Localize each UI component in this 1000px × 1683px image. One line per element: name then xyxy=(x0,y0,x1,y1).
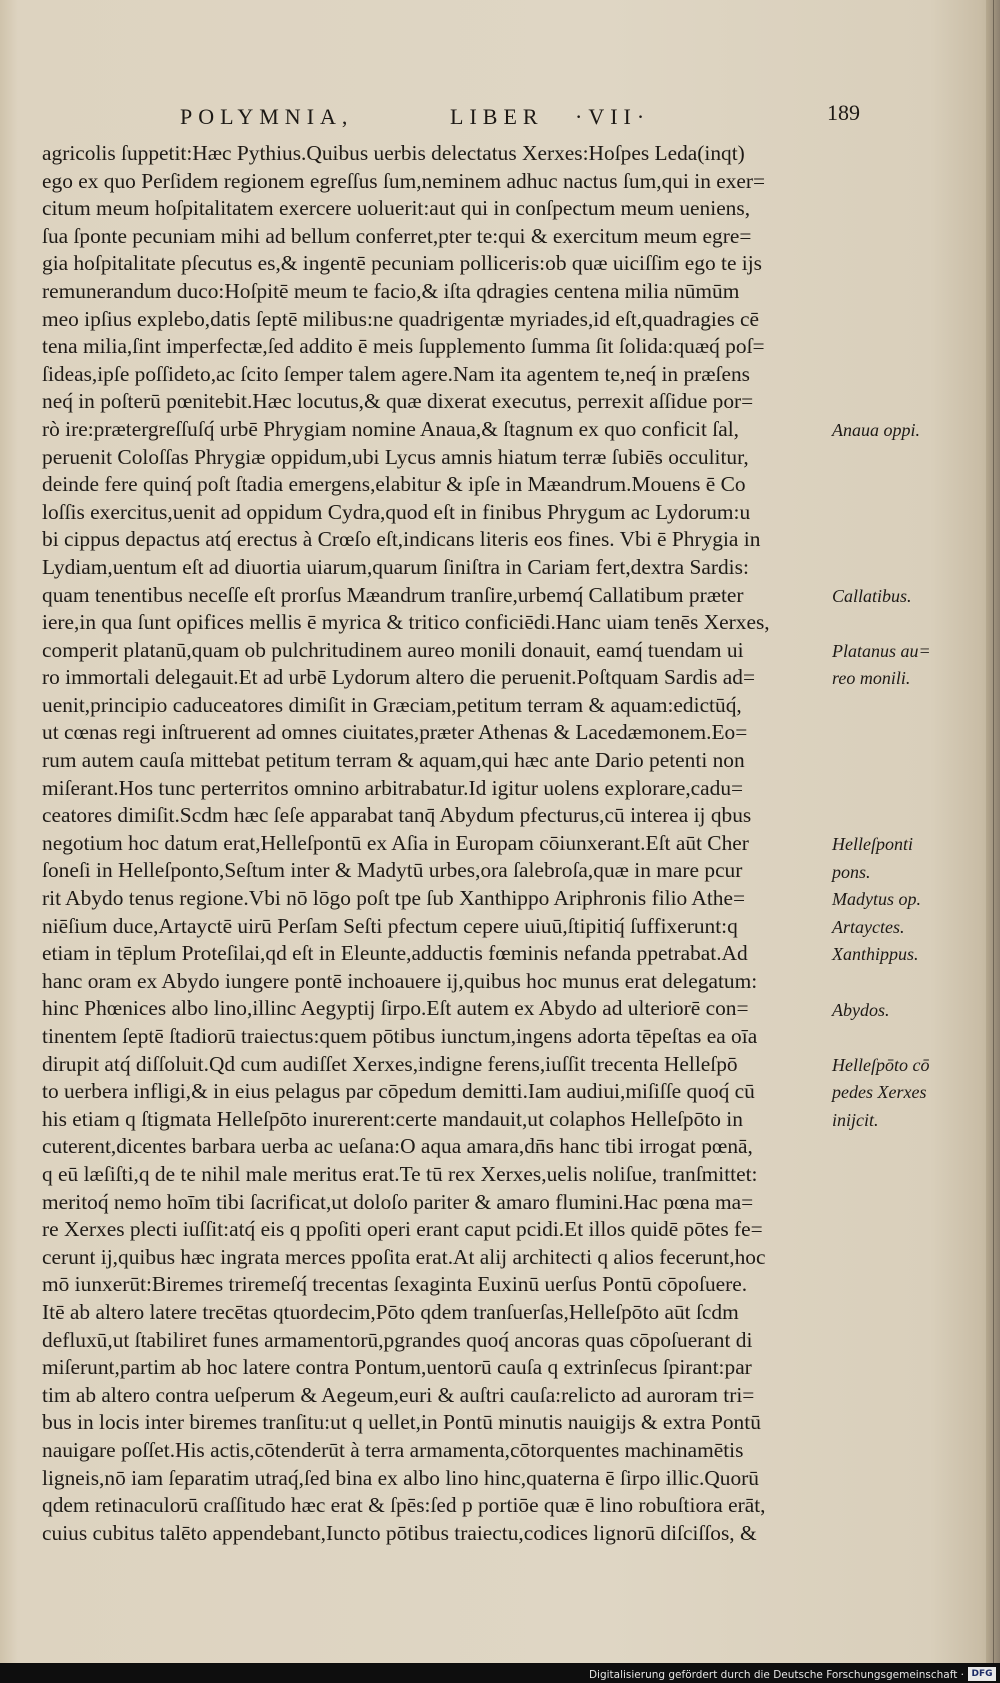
margin-note: Xanthippus. xyxy=(832,944,919,965)
text-line: nauigare poſſet.His actis,cōtenderūt à terra armamenta,cōtorquentes machinamētis xyxy=(42,1437,744,1462)
text-line: remunerandum duco:Hoſpitē meum te facio,& iſta qdragies centena milia nūmūm xyxy=(42,278,740,303)
dfg-logo-icon: DFG xyxy=(968,1667,996,1681)
text-line: hinc Phœnices albo lino,illinc Aegyptij ſirpo.Eſt autem ex Abydo ad ulteriorē con= xyxy=(42,996,749,1021)
running-head-book: POLYMNIA, xyxy=(180,104,354,129)
text-line: ego ex quo Perſidem regionem egreſſus ſum,neminem adhuc nactus ſum,qui in exer= xyxy=(42,168,766,193)
text-line: to uerbera infligi,& in eius pelagus par cōpedum demitti.Iam audiui,miſiſſe quoq́ cū xyxy=(42,1079,755,1104)
margin-note: Anaua oppi. xyxy=(832,420,920,440)
text-line: cuius cubitus talēto appendebant,Iuncto pōtibus traiectu,codices lignorū diſciſſos, & xyxy=(42,1520,757,1545)
text-line: ceatores dimiſit.Scdm hæc ſeſe apparabat tanq̄ Abydum pfecturus,cū interea ij qbus xyxy=(42,803,752,828)
text-line: etiam in tēplum Proteſilai,qd eſt in Eleunte,adductis fœminis nefanda ppetrabat.Ad xyxy=(42,941,748,966)
text-line: uenit,principio caduceatores dimiſit in Græciam,petitum terram & aquam:edictūq́, xyxy=(42,692,742,717)
margin-notes xyxy=(832,0,947,1683)
text-line: Lydiam,uentum eſt ad diuortia uiarum,quarum ſiniſtra in Cariam fert,dextra Sardis: xyxy=(42,554,749,579)
text-line: bi cippus depactus atq́ erectus à Crœſo eſt,indicans literis eos fines. Vbi ē Phrygia in xyxy=(42,527,761,552)
margin-note: Artayctes. xyxy=(832,916,905,937)
text-line: miſerunt,partim ab hoc latere contra Pontum,uentorū cauſa q extrinſecus ſpirant:par xyxy=(42,1355,752,1380)
text-line: deinde fere quinq́ poſt ſtadia emergens,elabitur & ipſe in Mæandrum.Mouens ē Co xyxy=(42,472,746,497)
text-line: tim ab altero contra ueſperum & Aegeum,euri & auſtri cauſa:relicto ad auroram tri= xyxy=(42,1382,755,1407)
text-line: gia hoſpitalitate pſecutus es,& ingentē pecuniam polliceris:ob quæ uiciſſim ego te ijs xyxy=(42,251,762,276)
text-line: quam tenentibus neceſſe eſt prorſus Mæandrum tranſire,urbemq́ Callatibum præter xyxy=(42,582,744,607)
margin-note: Platanus au= xyxy=(832,640,931,661)
text-line: his etiam q ſtigmata Helleſpōto inurerent:certe mandauit,ut colaphos Helleſpōto in xyxy=(42,1106,743,1131)
text-line: bus in locis inter biremes tranſitu:ut q uellet,in Pontū minutis nauigijs & extra Pontū xyxy=(42,1410,761,1435)
margin-note: pedes Xerxes xyxy=(832,1082,927,1103)
text-line: ro immortali delegauit.Et ad urbē Lydorum altero die peruenit.Poſtquam Sardis ad= xyxy=(42,665,756,690)
text-line: tena milia,ſint imperfectæ,ſed addito ē meis ſupplemento ſumma ſit ſolida:quæq́ poſ= xyxy=(42,334,765,359)
running-head xyxy=(180,100,860,134)
text-line: ligneis,nō iam ſeparatim utraq́,ſed bina ex albo lino hinc,quaterna ē ſirpo illic.Quorū xyxy=(42,1465,759,1490)
page-number: 189 xyxy=(827,100,860,125)
footer-credit: Digitalisierung gefördert durch die Deutsche Forschungsgemeinschaft · xyxy=(588,1669,964,1681)
text-line: ut cœnas regi inſtruerent ad omnes ciuitates,præter Athenas & Lacedæmonem.Eo= xyxy=(42,720,748,745)
text-line: citum meum hoſpitalitatem exercere uoluerit:aut qui in conſpectum meum ueniens, xyxy=(42,196,751,221)
text-line: iere,in qua ſunt opifices mellis ē myrica & tritico conficiēdi.Hanc uiam tenēs Xerxes, xyxy=(42,610,770,635)
margin-note: Madytus op. xyxy=(832,889,921,910)
text-line: re Xerxes plecti iuſſit:atq́ eis q ppoſiti operi erant caput pcidi.Et illos quidē pōtes fe= xyxy=(42,1217,763,1242)
running-head-liber: LIBER xyxy=(450,104,544,129)
text-line: peruenit Coloſſas Phrygiæ oppidum,ubi Lycus amnis hiatum terræ ſubiēs occulitur, xyxy=(42,444,749,469)
text-line: hanc oram ex Abydo iungere pontē inchoauere ij,quibus hoc munus erat delegatum: xyxy=(42,968,758,993)
text-line: cuterent,dicentes barbara uerba ac ueſana:O aqua amara,dn̄s hanc tibi irrogat pœnā, xyxy=(42,1134,753,1159)
body-text xyxy=(42,140,832,1547)
text-line: ſideas,ipſe poſſideto,ac ſcito ſemper talem agere.Nam ita agentem te,neq́ in præſens xyxy=(42,361,751,386)
text-line: meo ipſius explebo,datis ſeptē milibus:ne quadrigentæ myriades,id eſt,quadragies cē xyxy=(42,306,760,331)
margin-note: Helleſponti xyxy=(832,834,913,854)
text-line: cerunt ij,quibus hæc ingrata merces ppoſita erat.At alij architecti q alios fecerunt,hoc xyxy=(42,1244,766,1269)
text-line: rit Abydo tenus regione.Vbi nō lōgo poſt tpe ſub Xanthippo Ariphronis filio Athe= xyxy=(42,886,746,911)
text-line: meritoq́ nemo hoīm tibi ſacrificat,ut doloſo pariter & amaro flumini.Hac pœna ma= xyxy=(42,1189,754,1214)
page-edge-line xyxy=(993,0,994,1683)
text-line: tinentem ſeptē ſtadiorū traiectus:quem pōtibus iunctum,ingens adorta tēpeſtas ea oīa xyxy=(42,1024,758,1048)
text-line: defluxū,ut ſtabiliret funes armamentorū,pgrandes quoq́ ancoras quas cōpoſuerant di xyxy=(42,1327,753,1352)
text-line: mō iunxerūt:Biremes triremeſq́ trecentas ſexaginta Euxinū uerſus Pontū cōpoſuere. xyxy=(42,1272,748,1297)
text-line: miſerant.Hos tunc perterritos omnino arbitrabatur.Id igitur uolens explorare,cadu= xyxy=(42,775,744,800)
margin-note: Abydos. xyxy=(832,999,890,1020)
text-line: qdem retinaculorū craſſitudo hæc erat & ſpēs:ſed p portiōe quæ ē lino robuſtiora erāt, xyxy=(42,1493,766,1518)
text-line: agricolis ſuppetit:Hæc Pythius.Quibus uerbis delectatus Xerxes:Hoſpes Leda(inqt) xyxy=(42,141,745,165)
text-line: negotium hoc datum erat,Helleſpontū ex Aſia in Europam cōiunxerant.Eſt aūt Cher xyxy=(42,830,749,855)
text-line: loſſis exercitus,uenit ad oppidum Cydra,quod eſt in finibus Phrygum ac Lydorum:u xyxy=(42,499,751,524)
text-line: neq́ in poſterū pœnitebit.Hæc locutus,& quæ dixerat executus, perrexit aſſidue por= xyxy=(42,389,754,414)
running-head-number: ·VII· xyxy=(575,104,651,129)
text-line: q eū læſiſti,q de te nihil male meritus erat.Te tū rex Xerxes,uelis noliſue, tranſmittet: xyxy=(42,1161,758,1186)
text-line: Itē ab altero latere trecētas qtuordecim,Pōto qdem tranſuerſas,Helleſpōto aūt ſcdm xyxy=(42,1299,739,1324)
text-line: niēſium duce,Artayctē uirū Perſam Seſti pfectum cepere uiuū,ſtipitiq́ ſuffixerunt:q xyxy=(42,913,738,938)
text-line: ſua ſponte pecuniam mihi ad bellum conferret,pter te:qui & exercitum meum egre= xyxy=(42,223,752,248)
text-line: rum autem cauſa mittebat petitum terram & aquam,qui hæc ante Dario petenti non xyxy=(42,748,745,773)
margin-note: Helleſpōto cō xyxy=(832,1054,930,1075)
text-line: dirupit atq́ diſſoluit.Qd cum audiſſet Xerxes,indigne ferens,iuſſit trecenta Helleſpō xyxy=(42,1051,738,1076)
margin-note: reo monili. xyxy=(832,668,911,689)
text-line: comperit platanū,quam ob pulchritudinem aureo monili donauit, eamq́ tuendam ui xyxy=(42,637,744,662)
margin-note: pons. xyxy=(832,861,871,882)
footer-band xyxy=(0,1663,1000,1683)
text-line: rò ire:prætergreſſuſq́ urbē Phrygiam nomine Anaua,& ſtagnum ex quo conficit ſal, xyxy=(42,416,740,441)
text-line: ſoneſi in Helleſponto,Seſtum inter & Madytū urbes,ora ſalebroſa,quæ in mare pcur xyxy=(42,858,743,883)
margin-note: Callatibus. xyxy=(832,585,912,606)
margin-note: inijcit. xyxy=(832,1110,879,1130)
